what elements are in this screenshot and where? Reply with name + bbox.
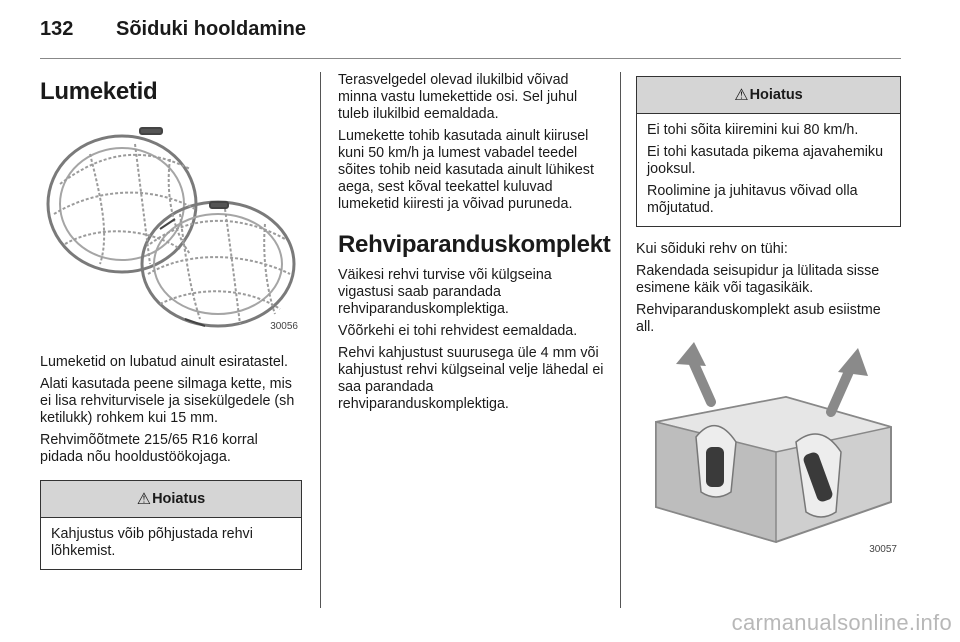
snow-chains-illustration [40,114,302,334]
column-3 [636,72,901,557]
page-title: Sõiduki hooldamine [116,18,307,40]
paragraph: Kui sõiduki rehv on tühi: [636,241,788,257]
paragraph: Võõrkehi ei tohi rehvidest eemaldada. [338,323,578,339]
warning-triangle-icon: ⚠ [136,491,152,508]
warning-body [41,518,301,569]
paragraph: Rehviparanduskomplekt asub esiistme all. [636,302,881,335]
figure-code: 30056 [270,321,298,332]
section-heading-tyre-repair-kit: Rehviparanduskomplekt [338,231,611,258]
page-number: 132 [40,18,74,40]
warning-title: Hoiatus [749,87,803,103]
section-heading-snow-chains: Lumeketid [40,78,158,105]
repair-kit-illustration [636,342,901,557]
paragraph: Lumeketid on lubatud ainult esiratastel. [40,354,288,370]
warning-body [637,114,900,226]
warning-triangle-icon: ⚠ [734,87,749,104]
column-divider-2 [620,72,621,608]
column-1 [40,72,302,580]
figure-code: 30057 [869,544,897,555]
warning-text: Kahjustus võib põhjustada rehvi lõhkemist. [51,526,253,559]
watermark-text: carmanualsonline.info [731,610,952,635]
warning-text: Roolimine ja juhitavus võivad olla mõjutatud. [647,183,858,216]
warning-header [637,77,900,114]
paragraph: Alati kasutada peene silmaga kette, mis ei lisa rehviturvisele ja sisekülgedele (sh ketilukk) rohkem kui 15 mm. [40,376,295,426]
warning-box [40,480,302,570]
paragraph: Väikesi rehvi turvise või külgseina vigastusi saab parandada rehviparanduskomplektiga. [338,267,552,317]
warning-title: Hoiatus [152,491,206,507]
warning-header [41,481,301,518]
paragraph: Rehvi kahjustust suurusega üle 4 mm või kahjustust rehvi külgseinal velje lähedal ei saa parandada rehviparanduskomplektiga. [338,345,604,412]
repair-kit-figure [636,342,901,557]
paragraph: Terasvelgedel olevad ilukilbid võivad minna vastu lumekettide osi. Sel juhul tuleb ilukilbid eemaldada. [338,72,578,122]
paragraph: Lumekette tohib kasutada ainult kiirusel kuni 50 km/h ja lumest vabadel teedel sõites tohib neid kasutada ainult lühikest aega, sest kõval teekattel kuluvad lumeketid kiiresti ja võivad puruneda. [338,128,594,212]
column-divider-1 [320,72,321,608]
paragraph: Rakendada seisupidur ja lülitada sisse esimene käik või tagasikäik. [636,263,880,296]
warning-box [636,76,901,227]
warning-text: Ei tohi sõita kiiremini kui 80 km/h. [647,122,859,138]
header-rule [40,58,901,59]
page-header [40,18,306,41]
column-2 [338,72,611,418]
warning-text: Ei tohi kasutada pikema ajavahemiku jooksul. [647,144,884,177]
snow-chains-figure [40,114,302,334]
paragraph: Rehvimõõtmete 215/65 R16 korral pidada nõu hooldustöökojaga. [40,432,258,465]
